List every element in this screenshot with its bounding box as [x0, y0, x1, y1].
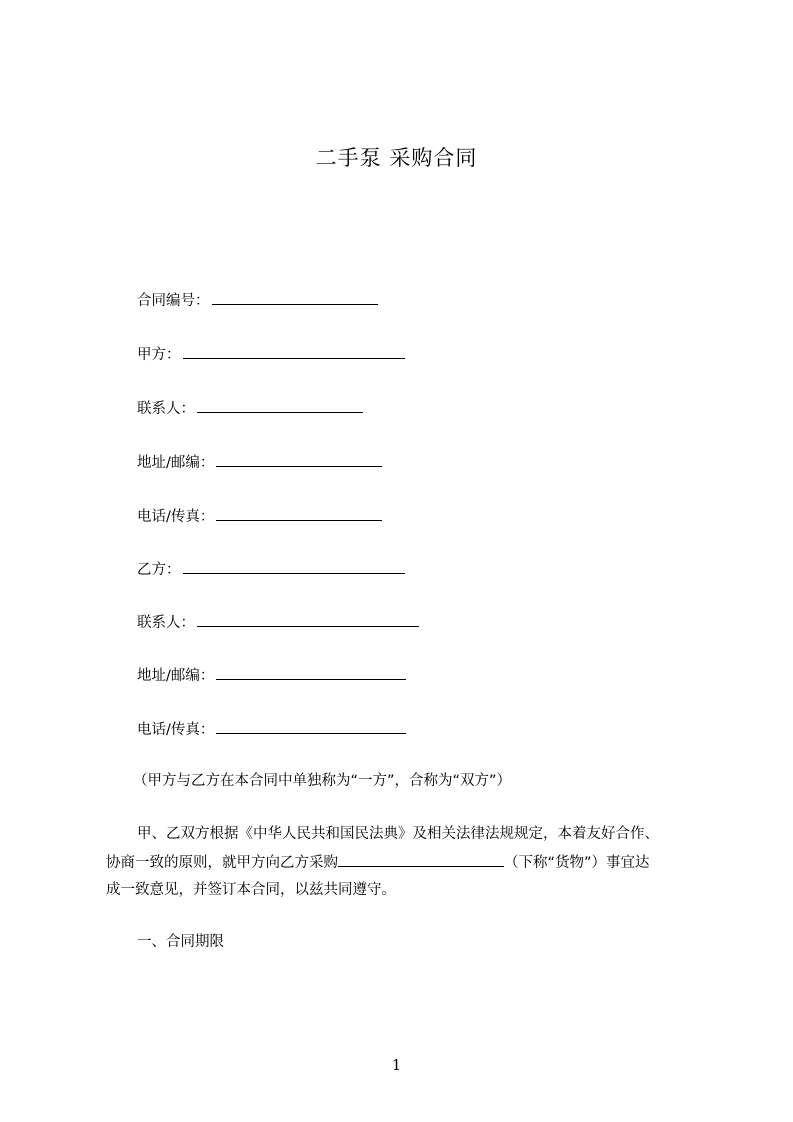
- fill-in-blank[interactable]: [183, 344, 405, 359]
- field-label: 电话/传真：: [137, 509, 215, 525]
- field-party-a-phone: [137, 506, 382, 527]
- fill-in-blank[interactable]: [197, 612, 419, 627]
- party-definition-note: （甲方与乙方在本合同中单独称为“一方”，合称为“双方”）: [133, 773, 512, 789]
- field-label: 联系人：: [137, 401, 195, 417]
- field-label: 联系人：: [137, 615, 195, 631]
- preamble-line-2-start: 协商一致的原则，就甲方向乙方采购: [106, 855, 338, 871]
- field-label: 乙方：: [137, 562, 181, 578]
- section-heading-term: 一、合同期限: [137, 934, 224, 950]
- field-party-a: [137, 344, 405, 365]
- preamble-line-2-end: （下称“货物”）事宜达: [504, 855, 650, 871]
- page-number: 1: [391, 1056, 402, 1074]
- fill-in-blank[interactable]: [216, 719, 406, 734]
- field-contract-number: [137, 290, 378, 311]
- field-label: 合同编号：: [137, 293, 210, 309]
- field-label: 甲方：: [137, 347, 181, 363]
- fill-in-blank[interactable]: [216, 506, 382, 521]
- field-party-b-phone: [137, 719, 406, 740]
- fill-in-blank[interactable]: [183, 559, 405, 574]
- goods-fill-in-blank[interactable]: [338, 852, 504, 867]
- field-party-b: [137, 559, 405, 580]
- field-label: 地址/邮编：: [137, 455, 215, 471]
- field-party-a-contact: [137, 398, 363, 419]
- field-party-b-contact: [137, 612, 419, 633]
- field-label: 地址/邮编：: [137, 668, 215, 684]
- preamble-line-3: 成一致意见，并签订本合同，以兹共同遵守。: [106, 882, 396, 898]
- field-party-b-address: [137, 665, 406, 686]
- preamble-line-1: 甲、乙双方根据《中华人民共和国民法典》及相关法律法规规定，本着友好合作、: [137, 826, 659, 842]
- document-title: 二手泵 采购合同: [315, 146, 478, 170]
- preamble-line-2: [106, 852, 650, 873]
- field-party-a-address: [137, 452, 382, 473]
- fill-in-blank[interactable]: [216, 665, 406, 680]
- field-label: 电话/传真：: [137, 722, 215, 738]
- fill-in-blank[interactable]: [216, 452, 382, 467]
- fill-in-blank[interactable]: [197, 398, 363, 413]
- fill-in-blank[interactable]: [212, 290, 378, 305]
